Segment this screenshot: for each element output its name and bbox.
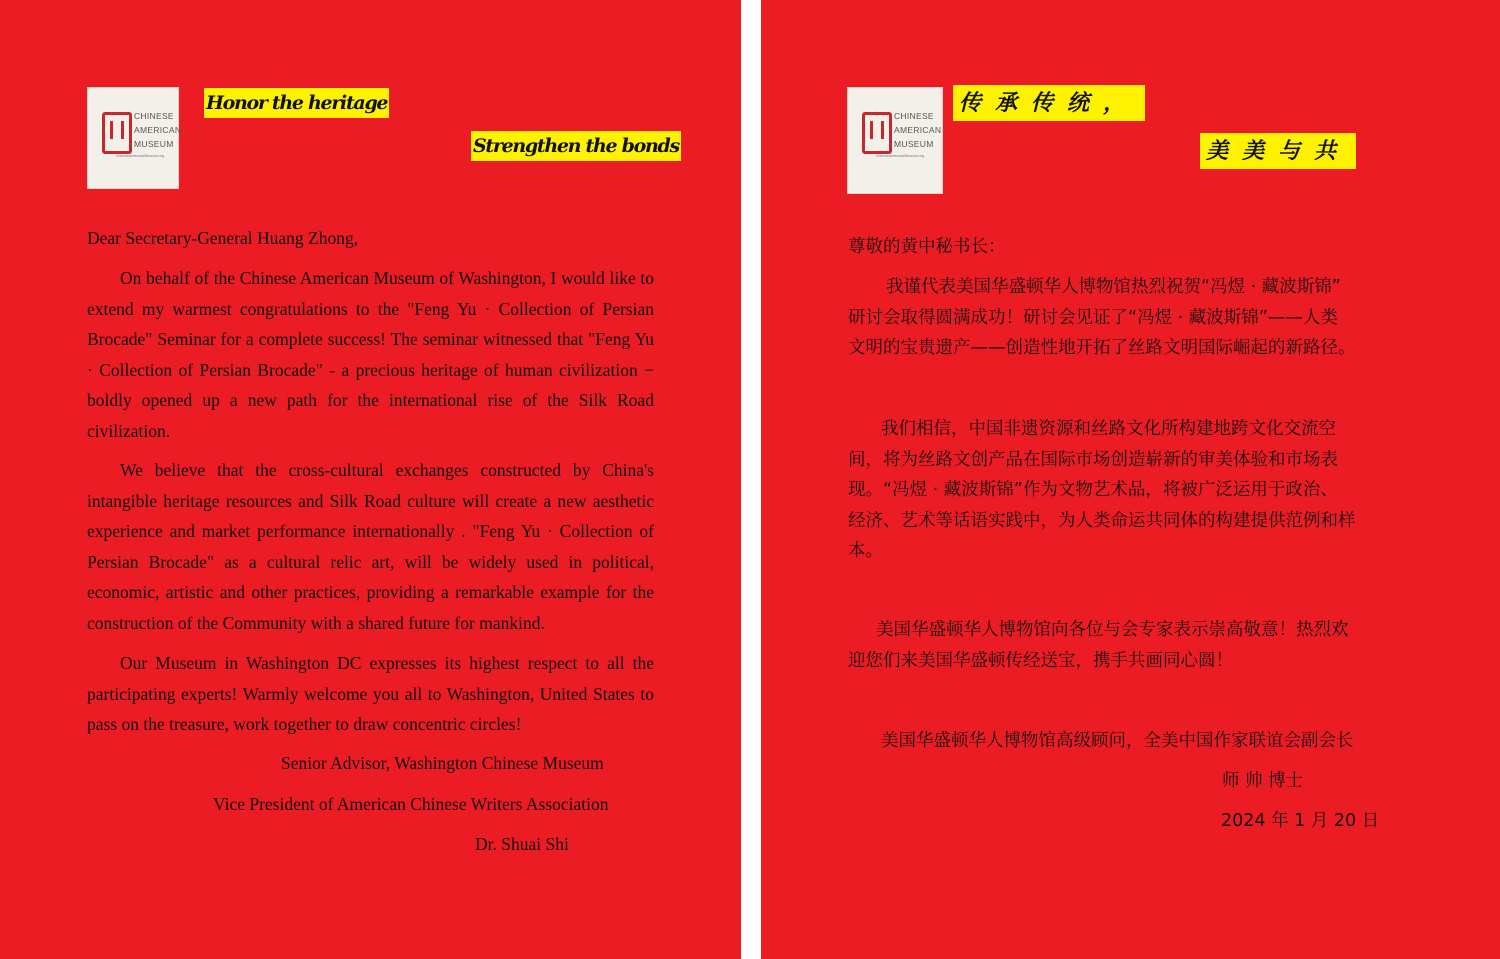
slogan-strengthen-bonds: Strengthen the bonds [471, 131, 681, 161]
signature-name: Dr. Shuai Shi [475, 834, 569, 854]
logo-text: CHINESE AMERICAN MUSEUM [894, 111, 942, 149]
salutation: Dear Secretary-General Huang Zhong, [87, 228, 359, 248]
paragraph-2-line: 我们相信，中国非遗资源和丝路文化所构建地跨文化交流空 [881, 419, 1336, 439]
slogan-carry-tradition: 传承传统， [953, 85, 1145, 121]
paragraph-1-line: 我谨代表美国华盛顿华人博物馆热烈祝贺“冯煜 · 藏波斯锦” [886, 277, 1341, 297]
signature-title-2: Vice President of American Chinese Writers Association [213, 794, 609, 814]
signature-date: 2024 年 1 月 20 日 [1221, 811, 1380, 831]
paragraph-3: Our Museum in Washington DC expresses its highest respect to all the participating experts! Warmly welcome you all to Washington, United States to pass on the treasure, work together to draw concentric circles! [87, 653, 654, 734]
paragraph-3-line: 迎您们来美国华盛顿传经送宝，携手共画同心圆！ [848, 650, 1233, 671]
paragraph-2 [848, 414, 1413, 567]
signature-title: 美国华盛顿华人博物馆高级顾问，全美中国作家联谊会副会长 [881, 731, 1354, 751]
paragraph-3 [848, 615, 1413, 676]
paragraph-3-line: 美国华盛顿华人博物馆向各位与会专家表示崇高敬意！热烈欢 [876, 620, 1349, 640]
salutation: 尊敬的黄中秘书长： [848, 237, 1006, 257]
seal-icon [862, 112, 892, 154]
chinese-letter-page [761, 0, 1500, 959]
paragraph-2-line: 间，将为丝路文创产品在国际市场创造崭新的审美体验和市场表 [848, 449, 1338, 470]
paragraph-2: We believe that the cross-cultural exchanges constructed by China's intangible heritage resources and Silk Road culture will create a new aesthetic experience and market performance internationally . "Feng Yu · Collection of Persian Brocade" as a cultural relic art, will be widely used in political, economic, artistic and other practices, providing a remarkable example for the construction of the Community with a shared future for mankind. [87, 460, 654, 633]
signature-name: 师 帅 博士 [1222, 771, 1304, 791]
paragraph-2-line: 经济、艺术等话语实践中，为人类命运共同体的构建提供范例和样 [848, 510, 1356, 531]
paragraph-1: On behalf of the Chinese American Museum of Washington, I would like to extend my warmest congratulations to the "Feng Yu · Collection of Persian Brocade" Seminar for a complete success! The seminar witnessed that "Feng Yu · Collection of Persian Brocade" - a precious heritage of human civilization − boldly opened up a new path for the international rise of the Silk Road civilization. [87, 268, 654, 441]
paragraph-2-line: 现。“冯煜 · 藏波斯锦”作为文物艺术品，将被广泛运用于政治、 [848, 480, 1338, 500]
paragraph-1-line: 文明的宝贵遗产——创造性地开拓了丝路文明国际崛起的新路径。 [848, 338, 1356, 358]
seal-icon [102, 112, 132, 154]
logo-text: CHINESE AMERICAN MUSEUM [134, 111, 182, 149]
signature-title-1: Senior Advisor, Washington Chinese Museum [281, 753, 604, 773]
logo-url: ChineseAmericanMuseum.org [115, 154, 165, 158]
museum-logo [847, 87, 943, 194]
paragraph-2-line: 本。 [848, 541, 883, 561]
museum-logo [87, 87, 182, 189]
slogan-shared-beauty: 美美与共 [1200, 133, 1356, 169]
paragraph-1-line: 研讨会取得圆满成功！研讨会见证了“冯煜 · 藏波斯锦”——人类 [848, 307, 1338, 328]
logo-url: ChineseAmericanMuseum.org [875, 154, 925, 158]
slogan-honor-heritage: Honor the heritage [204, 88, 389, 118]
paragraph-1 [848, 272, 1413, 364]
english-letter-page [0, 0, 741, 959]
